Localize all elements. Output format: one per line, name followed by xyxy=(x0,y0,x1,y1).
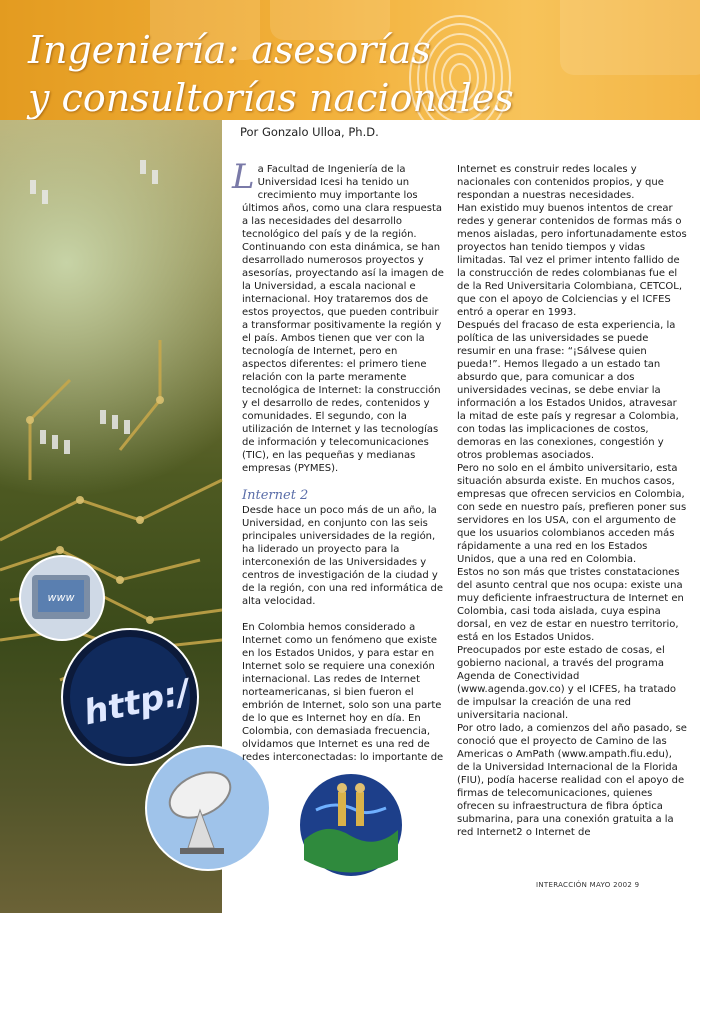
intro-text: a Facultad de Ingeniería de la Universidad Icesi ha tenido un crecimiento muy importante los últimos años, como una clara respuesta a las necesidades del desarrollo tecnológico del país y de la región. Continuando con esta dinámica, se han desarrollado numerosos proyectos y asesorías, proyectando así la imagen de la Universidad, a escala nacional e internacional. Hoy trataremos dos de estos proyectos, que pueden contribuir a transformar positivamente la región y el país. Ambos tienen que ver con la tecnología de Internet, pero en aspectos diferentes: el primero tiene relación con la parte meramente tecnológica de Internet: la construcción y el desarrollo de redes, contenidos y comunidades. El segundo, con la utilización de Internet y las tecnologías de información y telecomunicaciones (TIC), en las pequeñas y medianas empresas (PYMES). xyxy=(242,164,444,474)
monitor-circle xyxy=(20,556,104,640)
logo-big-text: ICESI xyxy=(77,997,118,1013)
byline: Por Gonzalo Ulloa, Ph.D. xyxy=(240,125,379,139)
circuit-board-image xyxy=(0,120,222,913)
section-title-internet2: Internet 2 xyxy=(242,488,309,503)
intro-paragraph xyxy=(232,157,444,475)
monitor-text: www xyxy=(47,591,75,604)
article-column-1 xyxy=(232,157,444,764)
drop-cap: L xyxy=(232,157,255,197)
http-text: http:/ xyxy=(80,672,194,734)
photo-collage xyxy=(0,120,222,1013)
page-footer: INTERACCIÓN MAYO 2002 9 xyxy=(536,881,640,889)
logo-small-text: UNIVERSIDAD xyxy=(77,991,116,996)
paragraph-spacer xyxy=(242,608,444,621)
header-band xyxy=(0,0,700,120)
col2-paragraph-1: Internet es construir redes locales y nacionales con contenidos propios, y que respondan a nuestras necesidades. xyxy=(457,164,664,201)
col2-paragraph-7: Por otro lado, a comienzos del año pasado, se conoció que el proyecto de Camino de las Americas o AmPath (www.ampath.fiu.edu), de la Universidad Internacional de la Florida (FIU), podía hacerse realidad con el apoyo de firmas de telecomunicaciones, quienes ofrecen su infraestructura de fibra óptica submarina, para una conexión gratuita a la red Internet2 o Internet de xyxy=(457,723,687,838)
page-title xyxy=(28,26,688,122)
http-circle xyxy=(62,629,198,765)
icesi-logo xyxy=(57,990,117,1012)
col2-paragraph-3: Después del fracaso de esta experiencia, la política de las universidades se puede resumir en una frase: “¡Sálvese quien pueda!”. Hemos llegado a un estado tan absurdo que, para comunicar a dos universidades vecinas, se debe enviar la información a los Estados Unidos, atravesar la mitad de este país y regresar a Colombia, con todas las implicaciones de costos, demoras en las conexiones, congestión y otros problemas asociados. xyxy=(457,320,679,461)
col2-paragraph-4: Pero no solo en el ámbito universitario, esta situación absurda existe. En muchos casos, empresas que ofrecen servicios en Colombia, con sede en nuestro país, prefieren poner sus servidores en los USA, con el argumento de que los usuarios colombianos acceden más rápidamente a una red en los Estados Unidos, que a una red en Colombia. xyxy=(457,463,687,565)
col2-paragraph-5: Estos no son más que tristes constataciones del asunto central que nos ocupa: existe una muy deficiente infraestructura de Internet en Colombia, casi toda aislada, cuya espina dorsal, en vez de estar en nuestro territorio, está en los Estados Unidos. xyxy=(457,567,684,643)
logo-text xyxy=(77,990,117,1012)
title-line-1: Ingeniería: asesorías xyxy=(28,28,431,72)
icesi-logo-mark-icon xyxy=(57,993,73,1009)
title-line-2: y consultorías nacionales xyxy=(28,76,514,120)
article-column-2 xyxy=(457,163,687,839)
satellite-dish-circle xyxy=(146,746,270,870)
col2-paragraph-2: Han existido muy buenos intentos de crear redes y generar contenidos de formas más o menos aisladas, pero infortunadamente estos proyectos han tenido tiempos y vidas limitadas. Tal vez el primer intento fallido de la construcción de redes colombianas fue el de la Red Universitaria Colombiana, CETCOL, que con el apoyo de Colciencias y el ICFES entró a operar en 1993. xyxy=(457,203,687,318)
section-paragraph-1: Desde hace un poco más de un año, la Universidad, en conjunto con las seis principales universidades de la región, ha liderado un proyecto para la interconexión de las Universidades y centros de investigación de la ciudad y de la región, con una red informática de alta velocidad. xyxy=(242,505,443,607)
section-paragraph-2: En Colombia hemos considerado a Internet como un fenómeno que existe en los Estados Unidos, y para estar en Internet solo se requiere una conexión internacional. Las redes de Internet norteamericanas, si bien fueron el embrión de Internet, solo son una parte de lo que es Internet hoy en día. En Colombia, con demasiada frecuencia, olvidamos que Internet es una red de redes interconectadas: lo importante de xyxy=(242,622,444,763)
globe-handshake-image xyxy=(296,770,406,880)
col2-paragraph-6: Preocupados por este estado de cosas, el gobierno nacional, a través del programa Agenda de Conectividad (www.agenda.gov.co) y el ICFES, ha tratado de impulsar la creación de una red universitaria nacional. xyxy=(457,645,677,721)
